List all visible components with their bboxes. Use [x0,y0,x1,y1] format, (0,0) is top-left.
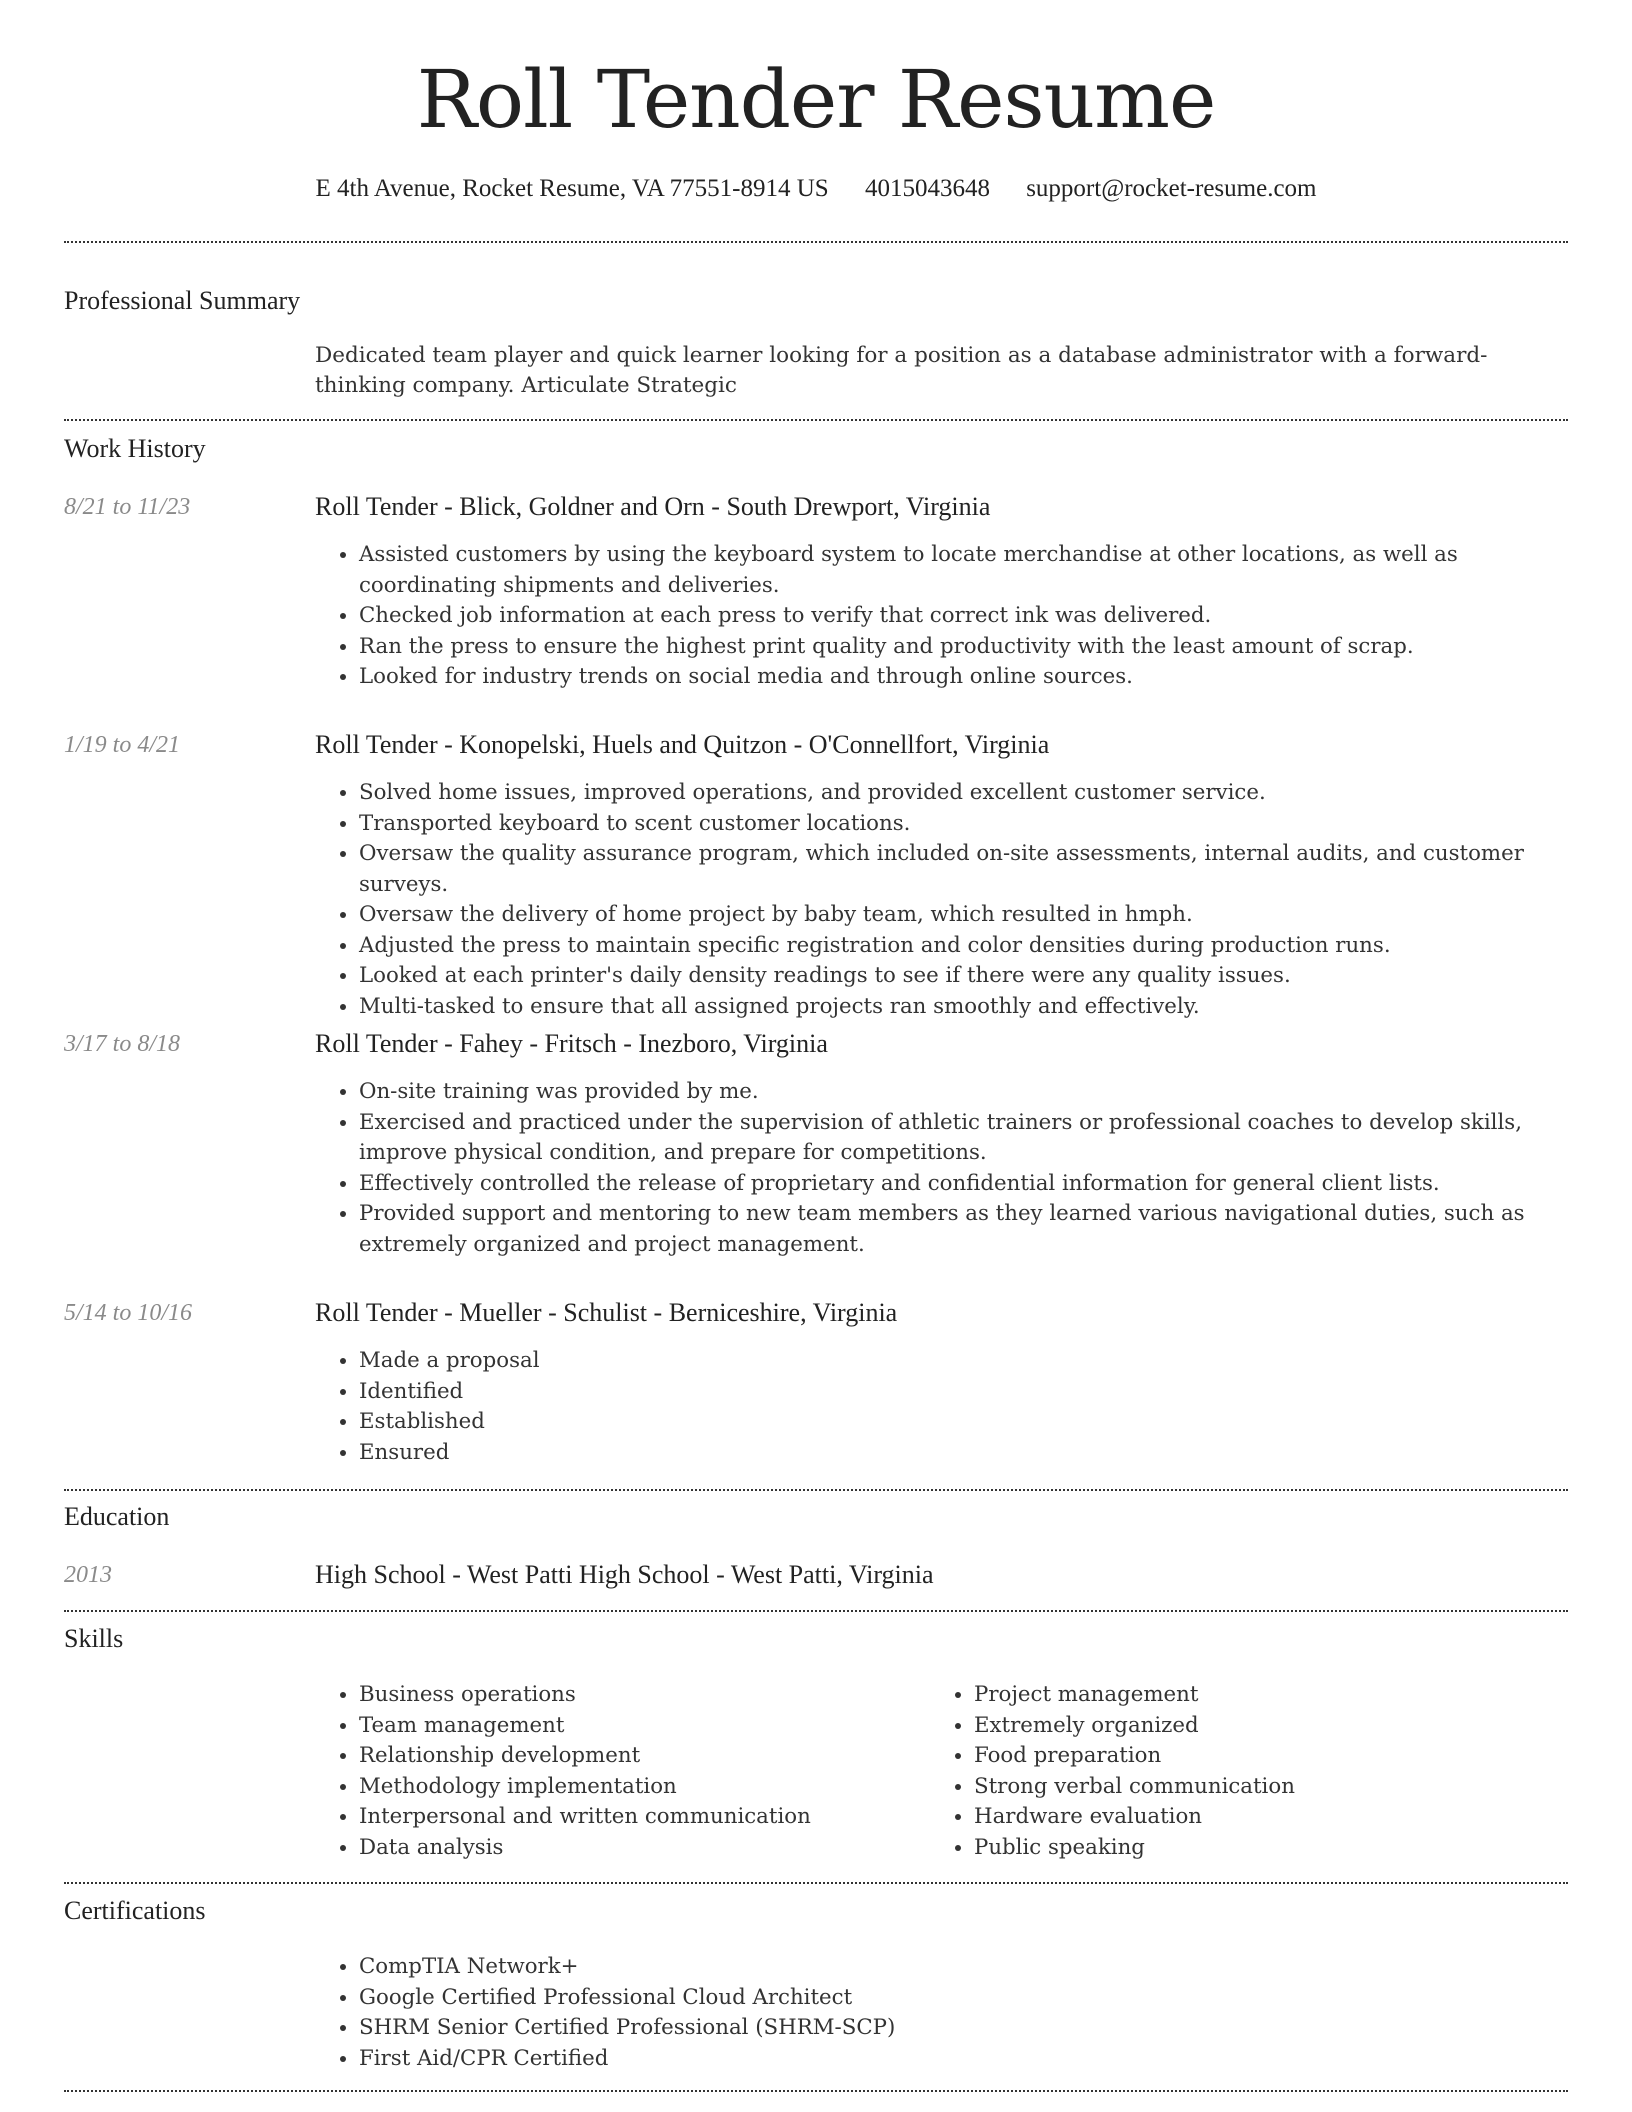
skill-item: • Relationship development [359,1741,915,1772]
education-year: 2013 [64,1562,112,1588]
skill-item: • Team management [359,1711,915,1742]
divider [64,419,1568,421]
skill-item: • Business operations [359,1680,915,1711]
summary-heading: Professional Summary [64,286,301,315]
job-bullets [315,778,1565,1022]
skill-item: • Data analysis [359,1833,915,1864]
contact-phone: 4015043648 [864,175,990,202]
job-bullet: • Effectively controlled the release of proprietary and confidential information for general client lists. [359,1169,1565,1200]
job-bullet: • Adjusted the press to maintain specific registration and color densities during production runs. [359,931,1565,962]
skill-item: • Methodology implementation [359,1772,915,1803]
job-bullet: • Made a proposal [359,1346,1565,1377]
job-bullet: • Ensured [359,1438,1565,1469]
job-title: Roll Tender - Fahey - Fritsch - Inezboro, Virginia [315,1029,828,1058]
job-bullet: • Multi-tasked to ensure that all assigned projects ran smoothly and effectively. [359,992,1565,1023]
job-title: Roll Tender - Konopelski, Huels and Quitzon - O'Connellfort, Virginia [315,730,1050,759]
job-bullets [315,540,1565,693]
job-bullet: • On-site training was provided by me. [359,1077,1565,1108]
skill-item: • Food preparation [974,1741,1530,1772]
job-bullets [315,1346,1565,1468]
contact-line [64,172,1568,206]
skills-heading: Skills [64,1624,124,1653]
certification-item: • CompTIA Network+ [359,1952,1565,1983]
job-bullet: • Solved home issues, improved operations, and provided excellent customer service. [359,778,1565,809]
divider [64,1610,1568,1612]
contact-email: support@rocket-resume.com [1026,175,1317,202]
education-heading: Education [64,1502,170,1531]
job-title: Roll Tender - Blick, Goldner and Orn - South Drewport, Virginia [315,492,991,521]
job-bullet: • Exercised and practiced under the supervision of athletic trainers or professional coaches to develop skills, improve physical condition, and prepare for competitions. [359,1108,1565,1169]
job-dates: 3/17 to 8/18 [64,1031,181,1057]
summary-text: Dedicated team player and quick learner looking for a position as a database administrator with a forward-thinking company. Articulate Strategic [315,343,1488,398]
work-heading: Work History [64,434,206,463]
job-dates: 5/14 to 10/16 [64,1300,193,1326]
certification-item: • SHRM Senior Certified Professional (SHRM-SCP) [359,2013,1565,2044]
job-title: Roll Tender - Mueller - Schulist - Berniceshire, Virginia [315,1298,898,1327]
certifications-list [315,1952,1565,2074]
job-bullets [315,1077,1565,1260]
divider [64,241,1568,243]
certification-item: • First Aid/CPR Certified [359,2044,1565,2075]
divider [64,2090,1568,2092]
skill-item: • Strong verbal communication [974,1772,1530,1803]
job-bullet: • Identified [359,1377,1565,1408]
job-bullet: • Looked at each printer's daily density readings to see if there were any quality issues. [359,961,1565,992]
job-bullet: • Looked for industry trends on social media and through online sources. [359,662,1565,693]
job-bullet: • Checked job information at each press to verify that correct ink was delivered. [359,601,1565,632]
skill-item: • Extremely organized [974,1711,1530,1742]
job-bullet: • Provided support and mentoring to new team members as they learned various navigational duties, such as extremely organized and project management. [359,1199,1565,1260]
certification-item: • Google Certified Professional Cloud Architect [359,1983,1565,2014]
skills-list-right [930,1680,1530,1863]
education-entry: High School - West Patti High School - West Patti, Virginia [315,1560,934,1589]
job-bullet: • Ran the press to ensure the highest print quality and productivity with the least amount of scrap. [359,632,1565,663]
divider [64,1489,1568,1491]
resume-title: Roll Tender Resume [416,53,1216,146]
certifications-heading: Certifications [64,1896,206,1925]
divider [64,1882,1568,1884]
job-bullet: • Assisted customers by using the keyboard system to locate merchandise at other locations, as well as coordinating shipments and deliveries. [359,540,1565,601]
skill-item: • Interpersonal and written communication [359,1802,915,1833]
skill-item: • Project management [974,1680,1530,1711]
job-bullet: • Oversaw the quality assurance program, which included on-site assessments, internal audits, and customer surveys. [359,839,1565,900]
skill-item: • Public speaking [974,1833,1530,1864]
job-bullet: • Established [359,1407,1565,1438]
skill-item: • Hardware evaluation [974,1802,1530,1833]
job-dates: 1/19 to 4/21 [64,732,181,758]
job-bullet: • Oversaw the delivery of home project by baby team, which resulted in hmph. [359,900,1565,931]
contact-address: E 4th Avenue, Rocket Resume, VA 77551-8914 US [315,175,829,202]
skills-list-left [315,1680,915,1863]
job-dates: 8/21 to 11/23 [64,494,191,520]
job-bullet: • Transported keyboard to scent customer locations. [359,809,1565,840]
